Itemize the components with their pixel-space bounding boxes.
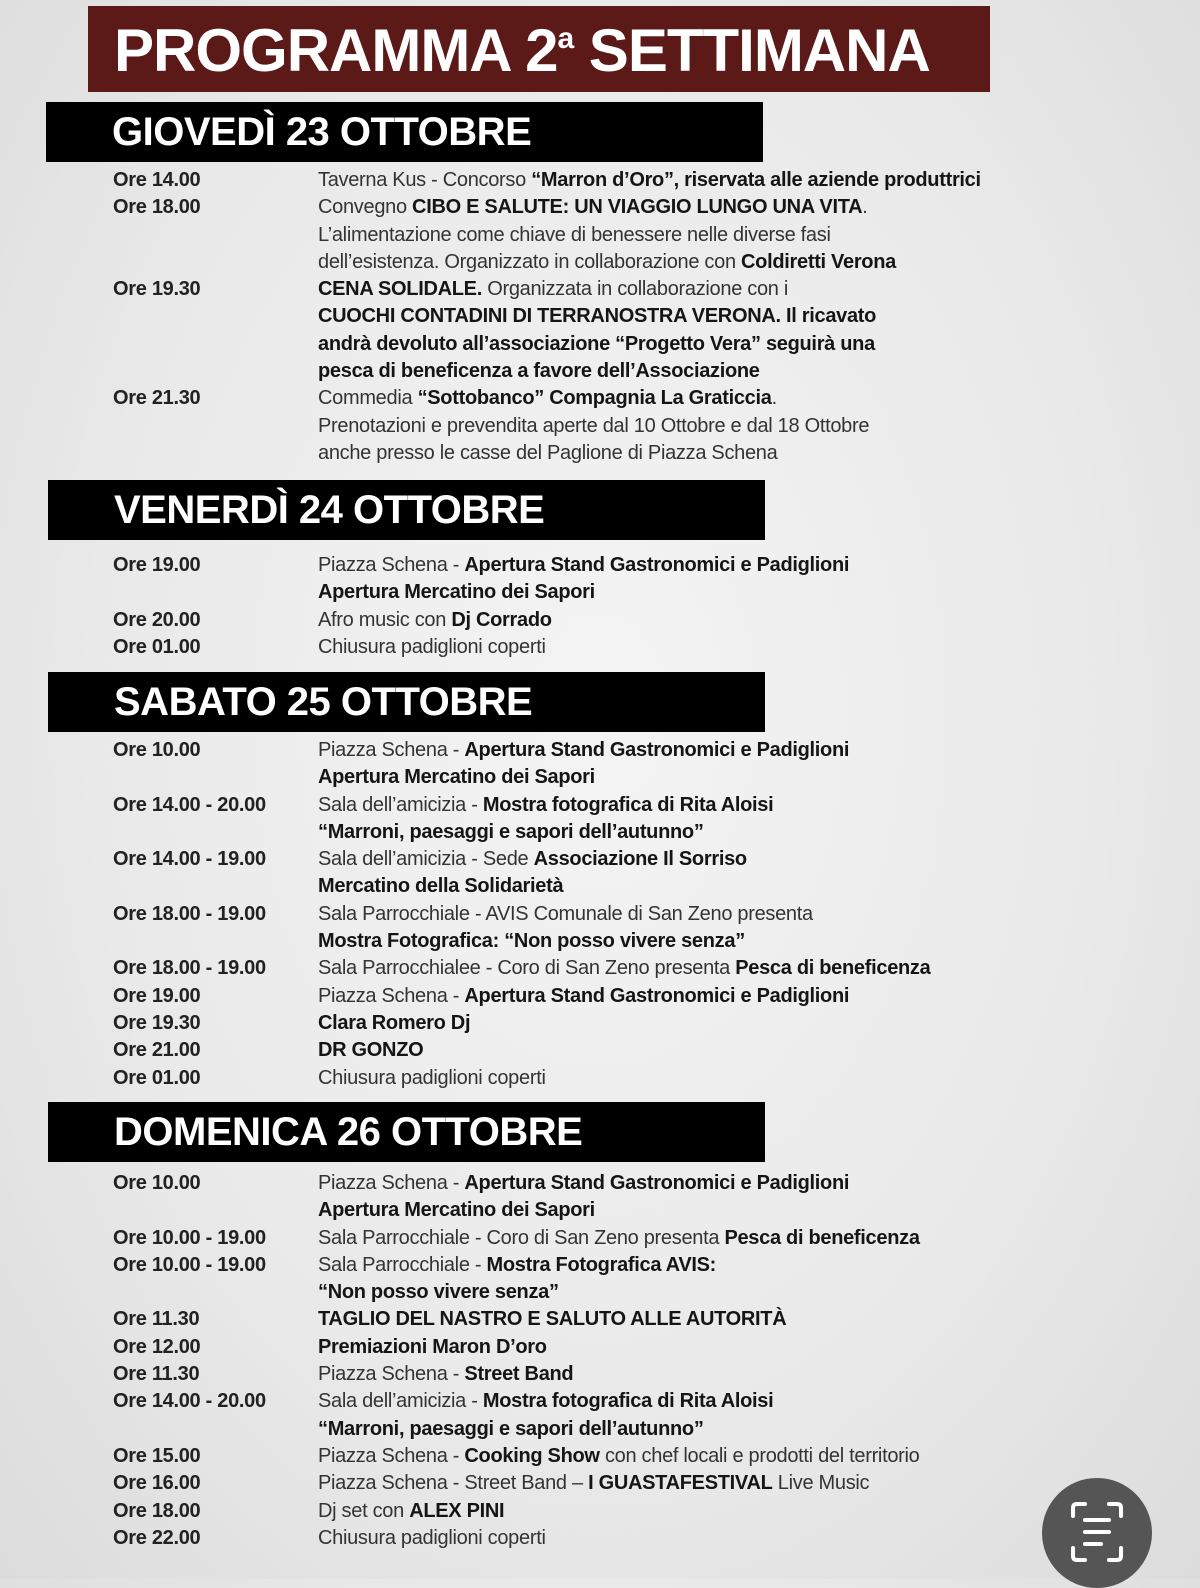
event-description bbox=[318, 1306, 786, 1333]
event-time: Ore 10.00 - 19.00 bbox=[113, 1226, 266, 1249]
event-text: Sala dell’amicizia - bbox=[318, 1390, 483, 1413]
event-description bbox=[318, 955, 930, 982]
event-time: Ore 11.30 bbox=[113, 1308, 200, 1331]
event-description bbox=[318, 1010, 470, 1037]
event-highlight: Mostra fotografica di Rita Aloisi bbox=[482, 793, 774, 816]
schedule-line bbox=[113, 1010, 1113, 1037]
event-description bbox=[318, 901, 813, 928]
event-description bbox=[318, 276, 788, 303]
event-time: Ore 19.30 bbox=[113, 278, 201, 301]
event-time: Ore 22.00 bbox=[113, 1526, 201, 1549]
event-description bbox=[318, 928, 745, 955]
event-description bbox=[318, 413, 869, 440]
event-description bbox=[318, 607, 552, 634]
schedule-line bbox=[113, 440, 1113, 467]
event-text: Piazza Schena - bbox=[318, 554, 465, 576]
event-text: Sala Parrocchiale - Coro di San Zeno presenta bbox=[318, 1226, 725, 1249]
event-text: Sala Parrocchiale - AVIS Comunale di San Zeno presenta bbox=[318, 902, 813, 925]
event-description bbox=[318, 846, 747, 873]
event-highlight: Clara Romero Dj bbox=[318, 1011, 471, 1034]
schedule-line bbox=[113, 1065, 1113, 1092]
event-description bbox=[318, 1498, 504, 1525]
schedule-line bbox=[113, 579, 1113, 606]
schedule-line bbox=[113, 901, 1113, 928]
event-highlight: Street Band bbox=[464, 1363, 574, 1386]
event-text: con chef locali e prodotti del territorio bbox=[599, 1444, 920, 1467]
schedule-line bbox=[113, 846, 1113, 873]
page-title bbox=[114, 16, 930, 85]
event-highlight: pesca di beneficenza a favore dell’Associazione bbox=[318, 360, 760, 383]
schedule-line bbox=[113, 1525, 1113, 1552]
event-text: Commedia bbox=[318, 387, 418, 410]
event-time: Ore 14.00 - 20.00 bbox=[113, 793, 266, 816]
event-text: Piazza Schena - bbox=[318, 1363, 465, 1386]
event-description bbox=[318, 1170, 849, 1197]
schedule-line bbox=[113, 1443, 1113, 1470]
event-time: Ore 14.00 - 20.00 bbox=[113, 1390, 266, 1413]
event-text: L’alimentazione come chiave di benessere nelle diverse fasi bbox=[318, 223, 831, 246]
schedule-line bbox=[113, 819, 1113, 846]
event-highlight: Apertura Stand Gastronomici e Padiglioni bbox=[464, 739, 850, 761]
schedule-line bbox=[113, 955, 1113, 982]
event-description bbox=[318, 873, 563, 900]
event-time: Ore 19.30 bbox=[113, 1011, 201, 1034]
event-text: . bbox=[862, 196, 868, 219]
event-text: Organizzata in collaborazione con i bbox=[481, 278, 789, 301]
event-text: Taverna Kus - Concorso bbox=[318, 169, 532, 191]
event-highlight: I GUASTAFESTIVAL bbox=[588, 1472, 773, 1495]
event-time: Ore 18.00 bbox=[113, 196, 201, 219]
event-description bbox=[318, 1443, 919, 1470]
event-text: Chiusura padiglioni coperti bbox=[318, 1526, 546, 1549]
event-text: Chiusura padiglioni coperti bbox=[318, 635, 546, 658]
schedule-line bbox=[113, 792, 1113, 819]
event-time: Ore 19.00 bbox=[113, 554, 201, 576]
event-highlight: andrà devoluto all’associazione “Progetto Vera” seguirà una bbox=[318, 332, 875, 355]
event-description bbox=[318, 1361, 573, 1388]
event-highlight: Coldiretti Verona bbox=[741, 250, 896, 273]
schedule-line bbox=[113, 1037, 1113, 1064]
schedule-line bbox=[113, 358, 1113, 385]
schedule-line bbox=[113, 249, 1113, 276]
schedule-line bbox=[113, 413, 1113, 440]
event-description bbox=[318, 303, 876, 330]
schedule-line bbox=[113, 1388, 1113, 1415]
event-description bbox=[318, 1416, 704, 1443]
event-highlight: Apertura Stand Gastronomici e Padiglioni bbox=[464, 984, 850, 1007]
event-highlight: CIBO E SALUTE: UN VIAGGIO LUNGO UNA VITA bbox=[412, 196, 863, 219]
schedule-line bbox=[113, 737, 1113, 764]
schedule-line bbox=[113, 1225, 1113, 1252]
schedule-line bbox=[113, 1498, 1113, 1525]
event-text: Live Music bbox=[772, 1472, 870, 1495]
event-highlight: ALEX PINI bbox=[409, 1499, 505, 1522]
event-highlight: Cooking Show bbox=[464, 1444, 600, 1467]
event-description bbox=[318, 1225, 920, 1252]
schedule-line bbox=[113, 607, 1113, 634]
event-time: Ore 10.00 bbox=[113, 739, 201, 761]
event-description bbox=[318, 194, 868, 221]
scan-text-button[interactable] bbox=[1042, 1478, 1152, 1588]
schedule-line bbox=[113, 1361, 1113, 1388]
event-highlight: Mostra Fotografica AVIS: bbox=[486, 1253, 717, 1276]
schedule-line bbox=[113, 1170, 1113, 1197]
event-time: Ore 21.00 bbox=[113, 1039, 201, 1062]
event-description bbox=[318, 552, 849, 579]
event-description bbox=[318, 222, 831, 249]
event-time: Ore 10.00 - 19.00 bbox=[113, 1253, 266, 1276]
event-text: Afro music con bbox=[318, 608, 452, 631]
event-time: Ore 18.00 - 19.00 bbox=[113, 902, 266, 925]
day-header-giovedi-23-ottobre bbox=[46, 102, 763, 162]
schedule-line bbox=[113, 552, 1113, 579]
event-time: Ore 18.00 - 19.00 bbox=[113, 957, 266, 980]
event-highlight: “Marroni, paesaggi e sapori dell’autunno” bbox=[318, 820, 704, 843]
event-text: Chiusura padiglioni coperti bbox=[318, 1066, 546, 1089]
day-header-domenica-26-ottobre bbox=[48, 1102, 765, 1162]
event-description bbox=[318, 1388, 773, 1415]
event-text: Dj set con bbox=[318, 1499, 410, 1522]
event-description bbox=[318, 331, 875, 358]
event-time: Ore 12.00 bbox=[113, 1335, 201, 1358]
event-text: dell’esistenza. Organizzato in collaborazione con bbox=[318, 250, 742, 273]
event-highlight: Associazione Il Sorriso bbox=[533, 848, 747, 871]
schedule-line bbox=[113, 303, 1113, 330]
event-text: Piazza Schena - bbox=[318, 1172, 465, 1194]
schedule-line bbox=[113, 928, 1113, 955]
day-header-label: SABATO 25 OTTOBRE bbox=[114, 680, 533, 724]
event-time: Ore 14.00 - 19.00 bbox=[113, 848, 266, 871]
schedule-line bbox=[113, 764, 1113, 791]
event-description bbox=[318, 792, 773, 819]
event-time: Ore 20.00 bbox=[113, 608, 201, 631]
schedule-line bbox=[113, 222, 1113, 249]
event-highlight: Pesca di beneficenza bbox=[735, 957, 931, 980]
title-superscript: a bbox=[557, 22, 574, 55]
event-time: Ore 15.00 bbox=[113, 1444, 201, 1467]
event-description bbox=[318, 634, 546, 661]
event-description bbox=[318, 440, 777, 467]
event-time: Ore 21.30 bbox=[113, 387, 201, 410]
day-header-label: GIOVEDÌ 23 OTTOBRE bbox=[112, 110, 532, 154]
event-highlight: Apertura Mercatino dei Sapori bbox=[318, 581, 595, 604]
event-highlight: “Marron d’Oro”, riservata alle aziende produttrici bbox=[531, 169, 981, 191]
event-description bbox=[318, 1279, 559, 1306]
event-time: Ore 18.00 bbox=[113, 1499, 201, 1522]
event-description bbox=[318, 1037, 423, 1064]
event-highlight: Apertura Stand Gastronomici e Padiglioni bbox=[464, 1172, 850, 1194]
event-description bbox=[318, 249, 896, 276]
schedule-line bbox=[113, 1279, 1113, 1306]
event-description bbox=[318, 819, 704, 846]
event-time: Ore 19.00 bbox=[113, 984, 201, 1007]
page-title-banner bbox=[88, 6, 990, 92]
event-time: Ore 01.00 bbox=[113, 1066, 201, 1089]
event-highlight: TAGLIO DEL NASTRO E SALUTO ALLE AUTORITÀ bbox=[318, 1308, 787, 1331]
event-highlight: Apertura Stand Gastronomici e Padiglioni bbox=[464, 554, 850, 576]
schedule-line bbox=[113, 1306, 1113, 1333]
event-highlight: Apertura Mercatino dei Sapori bbox=[318, 1199, 595, 1222]
scan-text-icon bbox=[1069, 1500, 1125, 1564]
schedule-line bbox=[113, 331, 1113, 358]
event-time: Ore 10.00 bbox=[113, 1172, 201, 1194]
event-description bbox=[318, 579, 595, 606]
event-highlight: Mercatino della Solidarietà bbox=[318, 875, 564, 898]
schedule-line bbox=[113, 276, 1113, 303]
event-text: Sala Parrocchialee - Coro di San Zeno presenta bbox=[318, 957, 736, 980]
event-highlight: “Sottobanco” Compagnia La Graticcia bbox=[417, 387, 772, 410]
day-header-label: DOMENICA 26 OTTOBRE bbox=[114, 1110, 583, 1154]
event-time: Ore 14.00 bbox=[113, 169, 201, 191]
day-header-sabato-25-ottobre bbox=[48, 672, 765, 732]
event-text: Piazza Schena - bbox=[318, 739, 465, 761]
event-text: Sala dell’amicizia - bbox=[318, 793, 483, 816]
event-highlight: CENA SOLIDALE. bbox=[318, 278, 482, 301]
day-schedule bbox=[113, 167, 1113, 467]
event-text: Convegno bbox=[318, 196, 413, 219]
event-description bbox=[318, 1065, 546, 1092]
event-highlight: Pesca di beneficenza bbox=[724, 1226, 920, 1249]
event-description bbox=[318, 764, 595, 791]
event-description bbox=[318, 1334, 547, 1361]
event-text: . bbox=[771, 387, 777, 410]
event-highlight: Premiazioni Maron D’oro bbox=[318, 1335, 547, 1358]
event-text: Piazza Schena - bbox=[318, 984, 465, 1007]
schedule-line bbox=[113, 1416, 1113, 1443]
event-text: Sala Parrocchiale - bbox=[318, 1253, 487, 1276]
event-text: anche presso le casse del Paglione di Piazza Schena bbox=[318, 441, 778, 464]
schedule-line bbox=[113, 1197, 1113, 1224]
day-header-venerdi-24-ottobre bbox=[48, 480, 765, 540]
day-schedule bbox=[113, 1170, 1113, 1552]
event-text: Prenotazioni e prevendita aperte dal 10 Ottobre e dal 18 Ottobre bbox=[318, 414, 870, 437]
event-description bbox=[318, 1197, 595, 1224]
event-text: Sala dell’amicizia - Sede bbox=[318, 848, 534, 871]
event-highlight: Mostra fotografica di Rita Aloisi bbox=[482, 1390, 774, 1413]
day-schedule bbox=[113, 552, 1113, 661]
event-description bbox=[318, 358, 760, 385]
event-description bbox=[318, 1470, 869, 1497]
schedule-line bbox=[113, 983, 1113, 1010]
day-schedule bbox=[113, 737, 1113, 1092]
event-text: Piazza Schena - bbox=[318, 1444, 465, 1467]
event-description bbox=[318, 737, 849, 764]
event-time: Ore 11.30 bbox=[113, 1363, 200, 1386]
event-description bbox=[318, 1252, 716, 1279]
schedule-line bbox=[113, 1252, 1113, 1279]
event-highlight: CUOCHI CONTADINI DI TERRANOSTRA VERONA. Il ricavato bbox=[318, 305, 877, 328]
event-highlight: Dj Corrado bbox=[451, 608, 552, 631]
schedule-line bbox=[113, 385, 1113, 412]
schedule-line bbox=[113, 167, 1113, 194]
event-highlight: DR GONZO bbox=[318, 1039, 424, 1062]
event-highlight: “Marroni, paesaggi e sapori dell’autunno” bbox=[318, 1417, 704, 1440]
title-text-rest: SETTIMANA bbox=[573, 17, 930, 84]
schedule-line bbox=[113, 1470, 1113, 1497]
schedule-line bbox=[113, 873, 1113, 900]
schedule-line bbox=[113, 1334, 1113, 1361]
event-time: Ore 16.00 bbox=[113, 1472, 201, 1495]
schedule-line bbox=[113, 634, 1113, 661]
schedule-line bbox=[113, 194, 1113, 221]
event-description bbox=[318, 1525, 546, 1552]
event-description bbox=[318, 983, 849, 1010]
event-description bbox=[318, 167, 981, 194]
event-time: Ore 01.00 bbox=[113, 635, 201, 658]
event-text: Piazza Schena - Street Band – bbox=[318, 1472, 589, 1495]
event-highlight: Apertura Mercatino dei Sapori bbox=[318, 766, 595, 789]
event-highlight: “Non posso vivere senza” bbox=[318, 1281, 559, 1304]
day-header-label: VENERDÌ 24 OTTOBRE bbox=[114, 488, 545, 532]
title-text: PROGRAMMA 2 bbox=[114, 17, 558, 84]
event-highlight: Mostra Fotografica: “Non posso vivere senza” bbox=[318, 930, 745, 953]
event-description bbox=[318, 385, 777, 412]
